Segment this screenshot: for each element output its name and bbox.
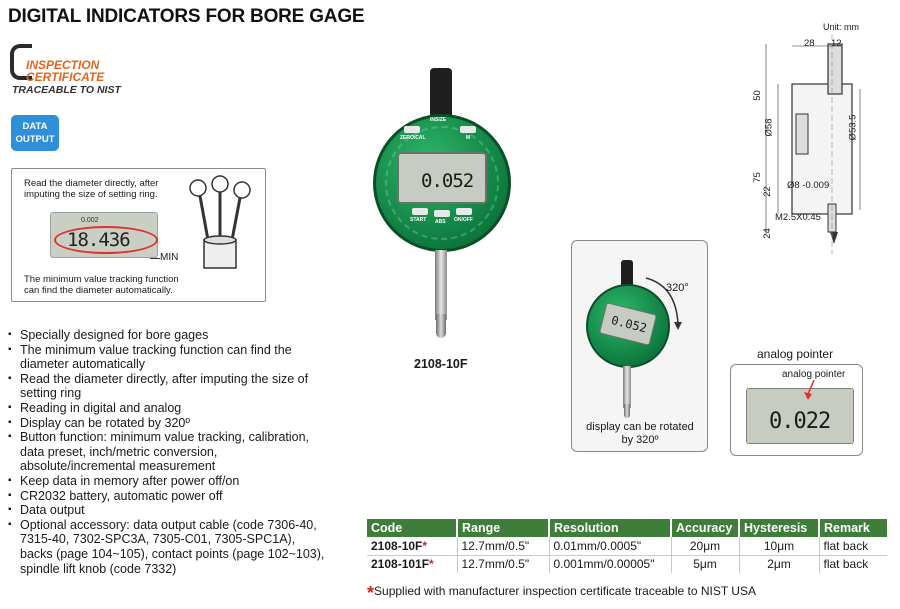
analog-lcd-value: 0.022 xyxy=(769,409,831,434)
feature-item: ▪ The minimum value tracking function can find the diameter automatically xyxy=(8,343,328,372)
feature-item: ▪ Button function: minimum value tracking, calibration, data preset, inch/metric conversion, absolute/incremental measurement xyxy=(8,430,328,474)
rotation-arrow-icon xyxy=(640,272,684,332)
cell-accuracy: 5μm xyxy=(671,555,739,573)
zero-cal-label: ZERO/CAL xyxy=(400,135,426,141)
analog-note: analog pointer xyxy=(782,369,846,380)
feature-item: ▪ Read the diameter directly, after imputing the size of setting ring xyxy=(8,372,328,401)
dim-75: 75 xyxy=(751,172,763,183)
certificate-line1: INSPECTION xyxy=(26,58,100,72)
feature-list xyxy=(8,328,328,576)
unit-label: Unit: mm xyxy=(823,22,859,32)
dim-dia53-5: Ø53.5 xyxy=(847,114,859,141)
cell-hysteresis: 2μm xyxy=(739,555,819,573)
start-label: START xyxy=(410,217,427,223)
table-header-row xyxy=(367,519,887,537)
cell-range: 12.7mm/0.5" xyxy=(457,537,549,555)
highlight-ellipse xyxy=(54,226,158,254)
dim-thread: M2.5X0.45 xyxy=(775,212,821,223)
zero-cal-button[interactable] xyxy=(404,126,420,133)
analog-title: analog pointer xyxy=(757,347,834,361)
cell-hysteresis: 10μm xyxy=(739,537,819,555)
cell-resolution: 0.001mm/0.00005" xyxy=(549,555,671,573)
feature-item: ▪ CR2032 battery, automatic power off xyxy=(8,489,328,504)
bore-gage-illustration xyxy=(178,174,258,270)
data-output-badge xyxy=(11,115,59,151)
rotation-caption: display can be rotated by 320º xyxy=(586,421,694,446)
dim-28: 28 xyxy=(804,38,815,49)
min-label: MIN xyxy=(160,252,179,263)
footnote xyxy=(367,583,756,604)
gauge-stem xyxy=(435,250,447,320)
info-text-top: Read the diameter directly, after imputing the size of setting ring. xyxy=(24,178,159,200)
feature-item: ▪ Data output xyxy=(8,503,328,518)
dim-22: 22 xyxy=(761,186,773,197)
spec-table xyxy=(367,519,887,573)
dim-24: 24 xyxy=(761,228,773,239)
info-lcd-top: 0.002 xyxy=(81,217,99,224)
rotated-lcd-value: 0.052 xyxy=(609,313,649,336)
gauge-lcd xyxy=(397,152,487,204)
table-row xyxy=(367,555,887,573)
memory-button[interactable] xyxy=(460,126,476,133)
header-accuracy: Accuracy xyxy=(671,519,739,537)
footnote-star: * xyxy=(367,583,375,603)
feature-item: ▪ Reading in digital and analog xyxy=(8,401,328,416)
certificate-line2: CERTIFICATE xyxy=(26,70,105,84)
cell-accuracy: 20μm xyxy=(671,537,739,555)
on-off-label: ON/OFF xyxy=(454,217,473,223)
info-text-bottom: The minimum value tracking function can find the diameter automatically. xyxy=(24,274,179,296)
feature-item: ▪ Specially designed for bore gages xyxy=(8,328,328,343)
page-title: DIGITAL INDICATORS FOR BORE GAGE xyxy=(8,6,365,27)
start-button[interactable] xyxy=(412,208,428,215)
memory-label: M xyxy=(466,135,471,141)
data-output-line2: OUTPUT xyxy=(15,134,55,145)
cell-range: 12.7mm/0.5" xyxy=(457,555,549,573)
feature-item: ▪ Optional accessory: data output cable (code 7306-40, 7315-40, 7302-SPC3A, 7305-C01, 7305-SPC1A), backs (page 104~105), contact points (page 102~103), spindle lift knob (code 7332) xyxy=(8,518,328,576)
header-remark: Remark xyxy=(819,519,887,537)
cell-remark: flat back xyxy=(819,555,887,573)
gauge-contact-tip xyxy=(436,314,446,338)
gauge-lcd-value: 0.052 xyxy=(421,170,474,192)
info-lcd-value: 18.436 xyxy=(67,229,130,251)
header-code: Code xyxy=(367,519,457,537)
rotation-angle-label: 320° xyxy=(666,282,689,294)
analog-pointer-arrow-icon xyxy=(800,380,820,400)
abs-label: ABS xyxy=(435,219,446,225)
dim-50: 50 xyxy=(751,90,763,101)
min-leader-line xyxy=(150,258,160,259)
certificate-subtitle: TRACEABLE TO NIST xyxy=(12,84,121,96)
cell-code: 2108-101F* xyxy=(367,555,457,573)
cell-resolution: 0.01mm/0.0005" xyxy=(549,537,671,555)
feature-item: ▪ Keep data in memory after power off/on xyxy=(8,474,328,489)
gauge-brand: INSIZE xyxy=(430,117,447,123)
cell-code: 2108-10F* xyxy=(367,537,457,555)
rotated-gauge-stem xyxy=(623,366,631,408)
footnote-text: Supplied with manufacturer inspection certificate traceable to NIST USA xyxy=(374,584,756,598)
dim-dia58: Ø58 xyxy=(763,118,775,137)
model-label: 2108-10F xyxy=(414,357,468,371)
table-row xyxy=(367,537,887,555)
data-output-line1: DATA xyxy=(22,121,48,132)
cell-remark: flat back xyxy=(819,537,887,555)
dim-12: 12 xyxy=(831,38,842,49)
rotated-gauge-tip xyxy=(624,404,630,418)
header-hysteresis: Hysteresis xyxy=(739,519,819,537)
feature-item: ▪ Display can be rotated by 320º xyxy=(8,416,328,431)
header-range: Range xyxy=(457,519,549,537)
dim-dia8: Ø8 -0.009 xyxy=(787,180,830,191)
on-off-button[interactable] xyxy=(456,208,472,215)
header-resolution: Resolution xyxy=(549,519,671,537)
abs-button[interactable] xyxy=(434,210,450,217)
